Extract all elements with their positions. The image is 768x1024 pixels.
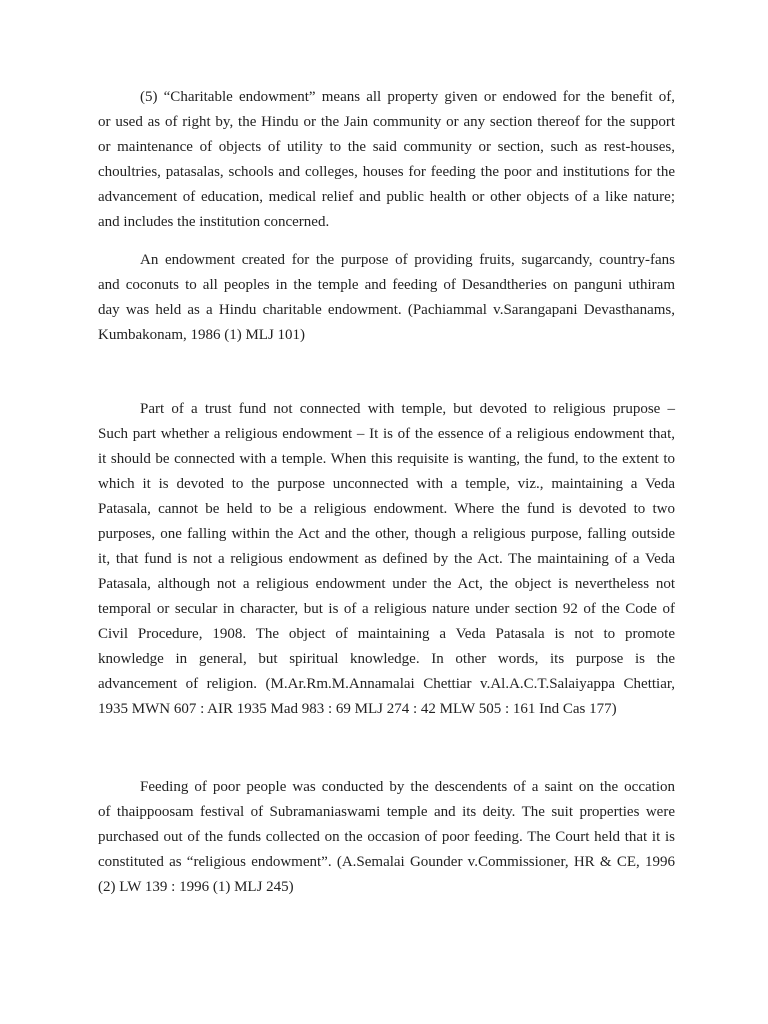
paragraph-charitable-endowment-definition — [98, 85, 675, 235]
text-line: Kumbakonam, 1986 (1) MLJ 101) — [98, 327, 306, 343]
text-line: it, that fund is not a religious endowment as defined by the Act. The maintaining of a Veda — [98, 551, 675, 567]
text-line: Patasala, although not a religious endowment under the Act, the object is nevertheless not — [98, 576, 675, 592]
text-line: (2) LW 139 : 1996 (1) MLJ 245) — [98, 879, 294, 895]
text-line: which it is devoted to the purpose unconnected with a temple, viz., maintaining a Veda — [98, 476, 675, 492]
text-line: purchased out of the funds collected on the occasion of poor feeding. The Court held that it is — [98, 829, 675, 845]
text-line: constituted as “religious endowment”. (A.Semalai Gounder v.Commissioner, HR & CE, 1996 — [98, 854, 675, 870]
text-line: (5) “Charitable endowment” means all property given or endowed for the benefit of, — [140, 89, 675, 105]
paragraph-veda-patasala-case — [98, 397, 675, 722]
text-line: purposes, one falling within the Act and the other, though a religious purpose, falling outside — [98, 526, 675, 542]
text-line: Civil Procedure, 1908. The object of maintaining a Veda Patasala is not to promote — [98, 626, 675, 642]
text-line: choultries, patasalas, schools and colleges, houses for feeding the poor and institutions for the — [98, 164, 675, 180]
text-line: 1935 MWN 607 : AIR 1935 Mad 983 : 69 MLJ 274 : 42 MLW 505 : 161 Ind Cas 177) — [98, 701, 617, 717]
text-line: it should be connected with a temple. When this requisite is wanting, the fund, to the extent to — [98, 451, 675, 467]
text-line: or used as of right by, the Hindu or the Jain community or any section thereof for the support — [98, 114, 675, 130]
text-line: or maintenance of objects of utility to the said community or section, such as rest-houses, — [98, 139, 675, 155]
paragraph-pachiammal-case — [98, 248, 675, 348]
text-line: day was held as a Hindu charitable endowment. (Pachiammal v.Sarangapani Devasthanams, — [98, 302, 675, 318]
text-line: Patasala, cannot be held to be a religious endowment. Where the fund is devoted to two — [98, 501, 675, 517]
text-line: of thaippoosam festival of Subramaniaswami temple and its deity. The suit properties were — [98, 804, 675, 820]
text-line: advancement of education, medical relief and public health or other objects of a like nature; — [98, 189, 675, 205]
paragraph-semalai-gounder-case — [98, 775, 675, 900]
text-line: knowledge in general, but spiritual knowledge. In other words, its purpose is the — [98, 651, 675, 667]
text-line: and includes the institution concerned. — [98, 214, 330, 230]
text-line: temporal or secular in character, but is of a religious nature under section 92 of the Code of — [98, 601, 675, 617]
text-line: Such part whether a religious endowment – It is of the essence of a religious endowment that, — [98, 426, 675, 442]
text-line: Feeding of poor people was conducted by the descendents of a saint on the occation — [140, 779, 675, 795]
text-line: advancement of religion. (M.Ar.Rm.M.Annamalai Chettiar v.Al.A.C.T.Salaiyappa Chettiar, — [98, 676, 675, 692]
text-line: An endowment created for the purpose of providing fruits, sugarcandy, country-fans — [140, 252, 675, 268]
text-line: and coconuts to all peoples in the temple and feeding of Desandtheries on panguni uthiram — [98, 277, 675, 293]
text-line: Part of a trust fund not connected with temple, but devoted to religious prupose – — [140, 401, 675, 417]
